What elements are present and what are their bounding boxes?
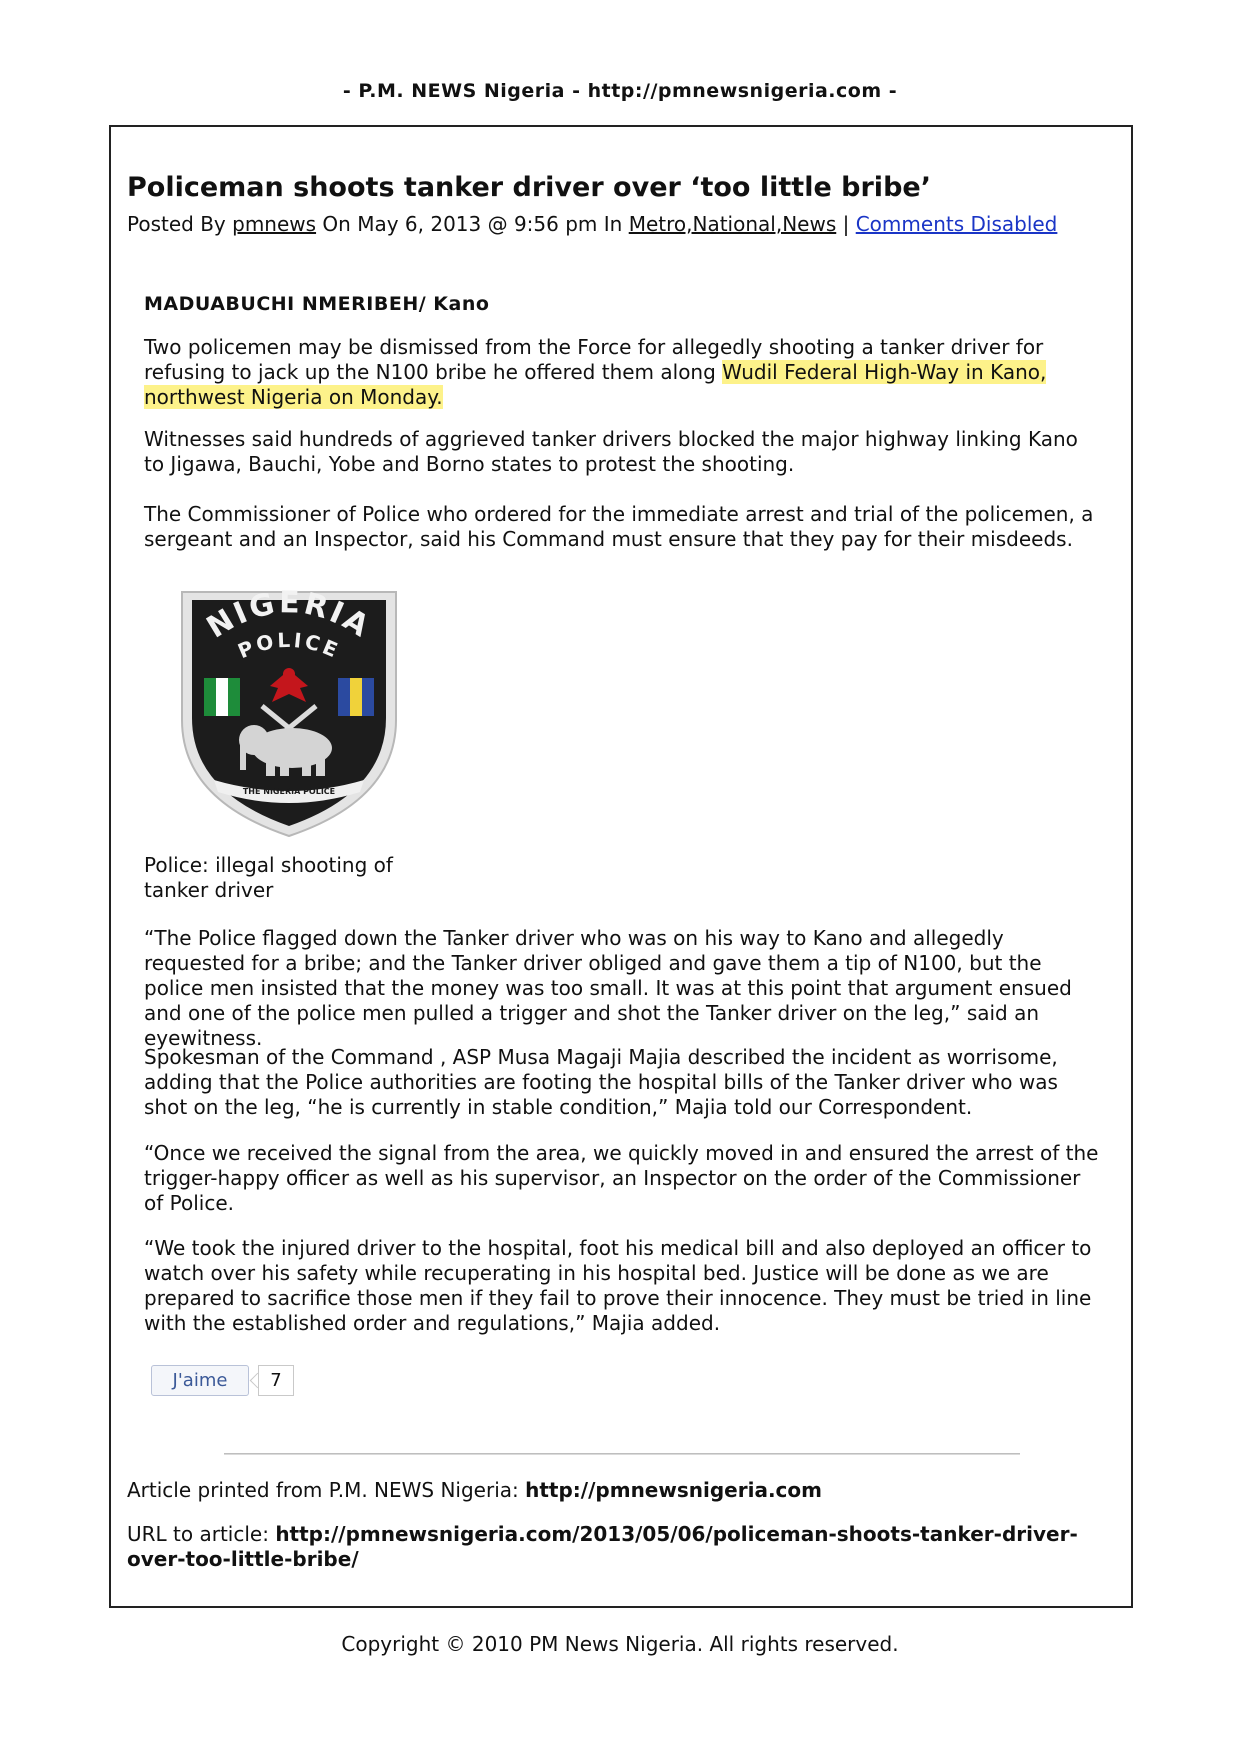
like-button[interactable]: J'aime xyxy=(151,1365,249,1396)
badge-sub-text: POLICE xyxy=(234,627,344,664)
in-label: In xyxy=(603,212,623,236)
paragraph-1-text: Two policemen may be dismissed from the Force for allegedly shooting a tanker driver for refusing to jack up the N100 bribe he offered them along xyxy=(144,335,1044,384)
printed-from-label: Article printed from P.M. NEWS Nigeria: xyxy=(127,1478,519,1502)
like-count: 7 xyxy=(258,1365,294,1396)
badge-banner-text: THE NIGERIA POLICE xyxy=(242,787,336,796)
paragraph-6: “Once we received the signal from the area, we quickly moved in and ensured the arrest of the trigger-happy officer as well as his supervisor, an Inspector on the order of the Commissioner of Police. xyxy=(144,1141,1099,1215)
paragraph-7: “We took the injured driver to the hospital, foot his medical bill and also deployed an officer to watch over his safety while recuperating in his hospital bed. Justice will be done as we are prepared to sacrifice those men if they fail to prove their innocence. They must be tried in line with the established order and regulations,” Majia added. xyxy=(144,1236,1092,1335)
post-date: May 6, 2013 @ 9:56 pm xyxy=(357,212,598,236)
printed-from-line xyxy=(127,1478,1087,1503)
paragraph-4: “The Police flagged down the Tanker driver who was on his way to Kano and allegedly requested for a bribe; and the Tanker driver obliged and gave them a tip of N100, but the police men insisted that the money was too small. It was at this point that argument ensued and one of the police men pulled a trigger and shot the Tanker driver on the leg,” said an eyewitness. xyxy=(144,926,1072,1050)
green-white-flag-icon xyxy=(204,678,240,716)
highlighted-text: Wudil Federal High-Way in Kano, northwest Nigeria on Monday. xyxy=(144,360,1047,409)
paragraph-2: Witnesses said hundreds of aggrieved tanker drivers blocked the major highway linking Kano to Jigawa, Bauchi, Yobe and Borno states to protest the shooting. xyxy=(144,427,1078,476)
site-header: - P.M. NEWS Nigeria - http://pmnewsnigeria.com - xyxy=(342,80,898,102)
posted-by-label: Posted By xyxy=(127,212,226,236)
url-label: URL to article: xyxy=(127,1522,269,1546)
paragraph-1 xyxy=(144,335,1104,410)
nigeria-police-badge-image xyxy=(174,570,404,840)
comments-link[interactable]: Comments Disabled xyxy=(855,212,1058,236)
paragraph-3: The Commissioner of Police who ordered for the immediate arrest and trial of the policemen, a sergeant and an Inspector, said his Command must ensure that they pay for their misdeeds. xyxy=(144,502,1094,551)
badge-top-text: NIGERIA xyxy=(200,585,378,646)
author-link[interactable]: pmnews xyxy=(232,212,317,236)
article-url[interactable]: http://pmnewsnigeria.com/2013/05/06/policeman-shoots-tanker-driver-over-too-little-bribe/ xyxy=(127,1522,1078,1571)
copyright: Copyright © 2010 PM News Nigeria. All rights reserved. xyxy=(341,1632,899,1656)
image-caption: Police: illegal shooting of tanker driver xyxy=(144,853,393,902)
article-title: Policeman shoots tanker driver over ‘too little bribe’ xyxy=(127,172,931,203)
paragraph-5: Spokesman of the Command , ASP Musa Magaji Majia described the incident as worrisome, adding that the Police authorities are footing the hospital bills of the Tanker driver who was shot on the leg, “he is currently in stable condition,” Majia told our Correspondent. xyxy=(144,1045,1058,1119)
divider xyxy=(224,1453,1020,1455)
article-url-line xyxy=(127,1522,1087,1572)
printed-from-url[interactable]: http://pmnewsnigeria.com xyxy=(525,1478,822,1502)
category-links[interactable]: Metro,National,News xyxy=(628,212,837,236)
reporter-name: MADUABUCHI NMERIBEH/ Kano xyxy=(144,293,490,315)
byline-separator: | xyxy=(842,212,850,236)
on-label: On xyxy=(322,212,351,236)
blue-yellow-flag-icon xyxy=(338,678,374,716)
byline xyxy=(127,212,1057,236)
